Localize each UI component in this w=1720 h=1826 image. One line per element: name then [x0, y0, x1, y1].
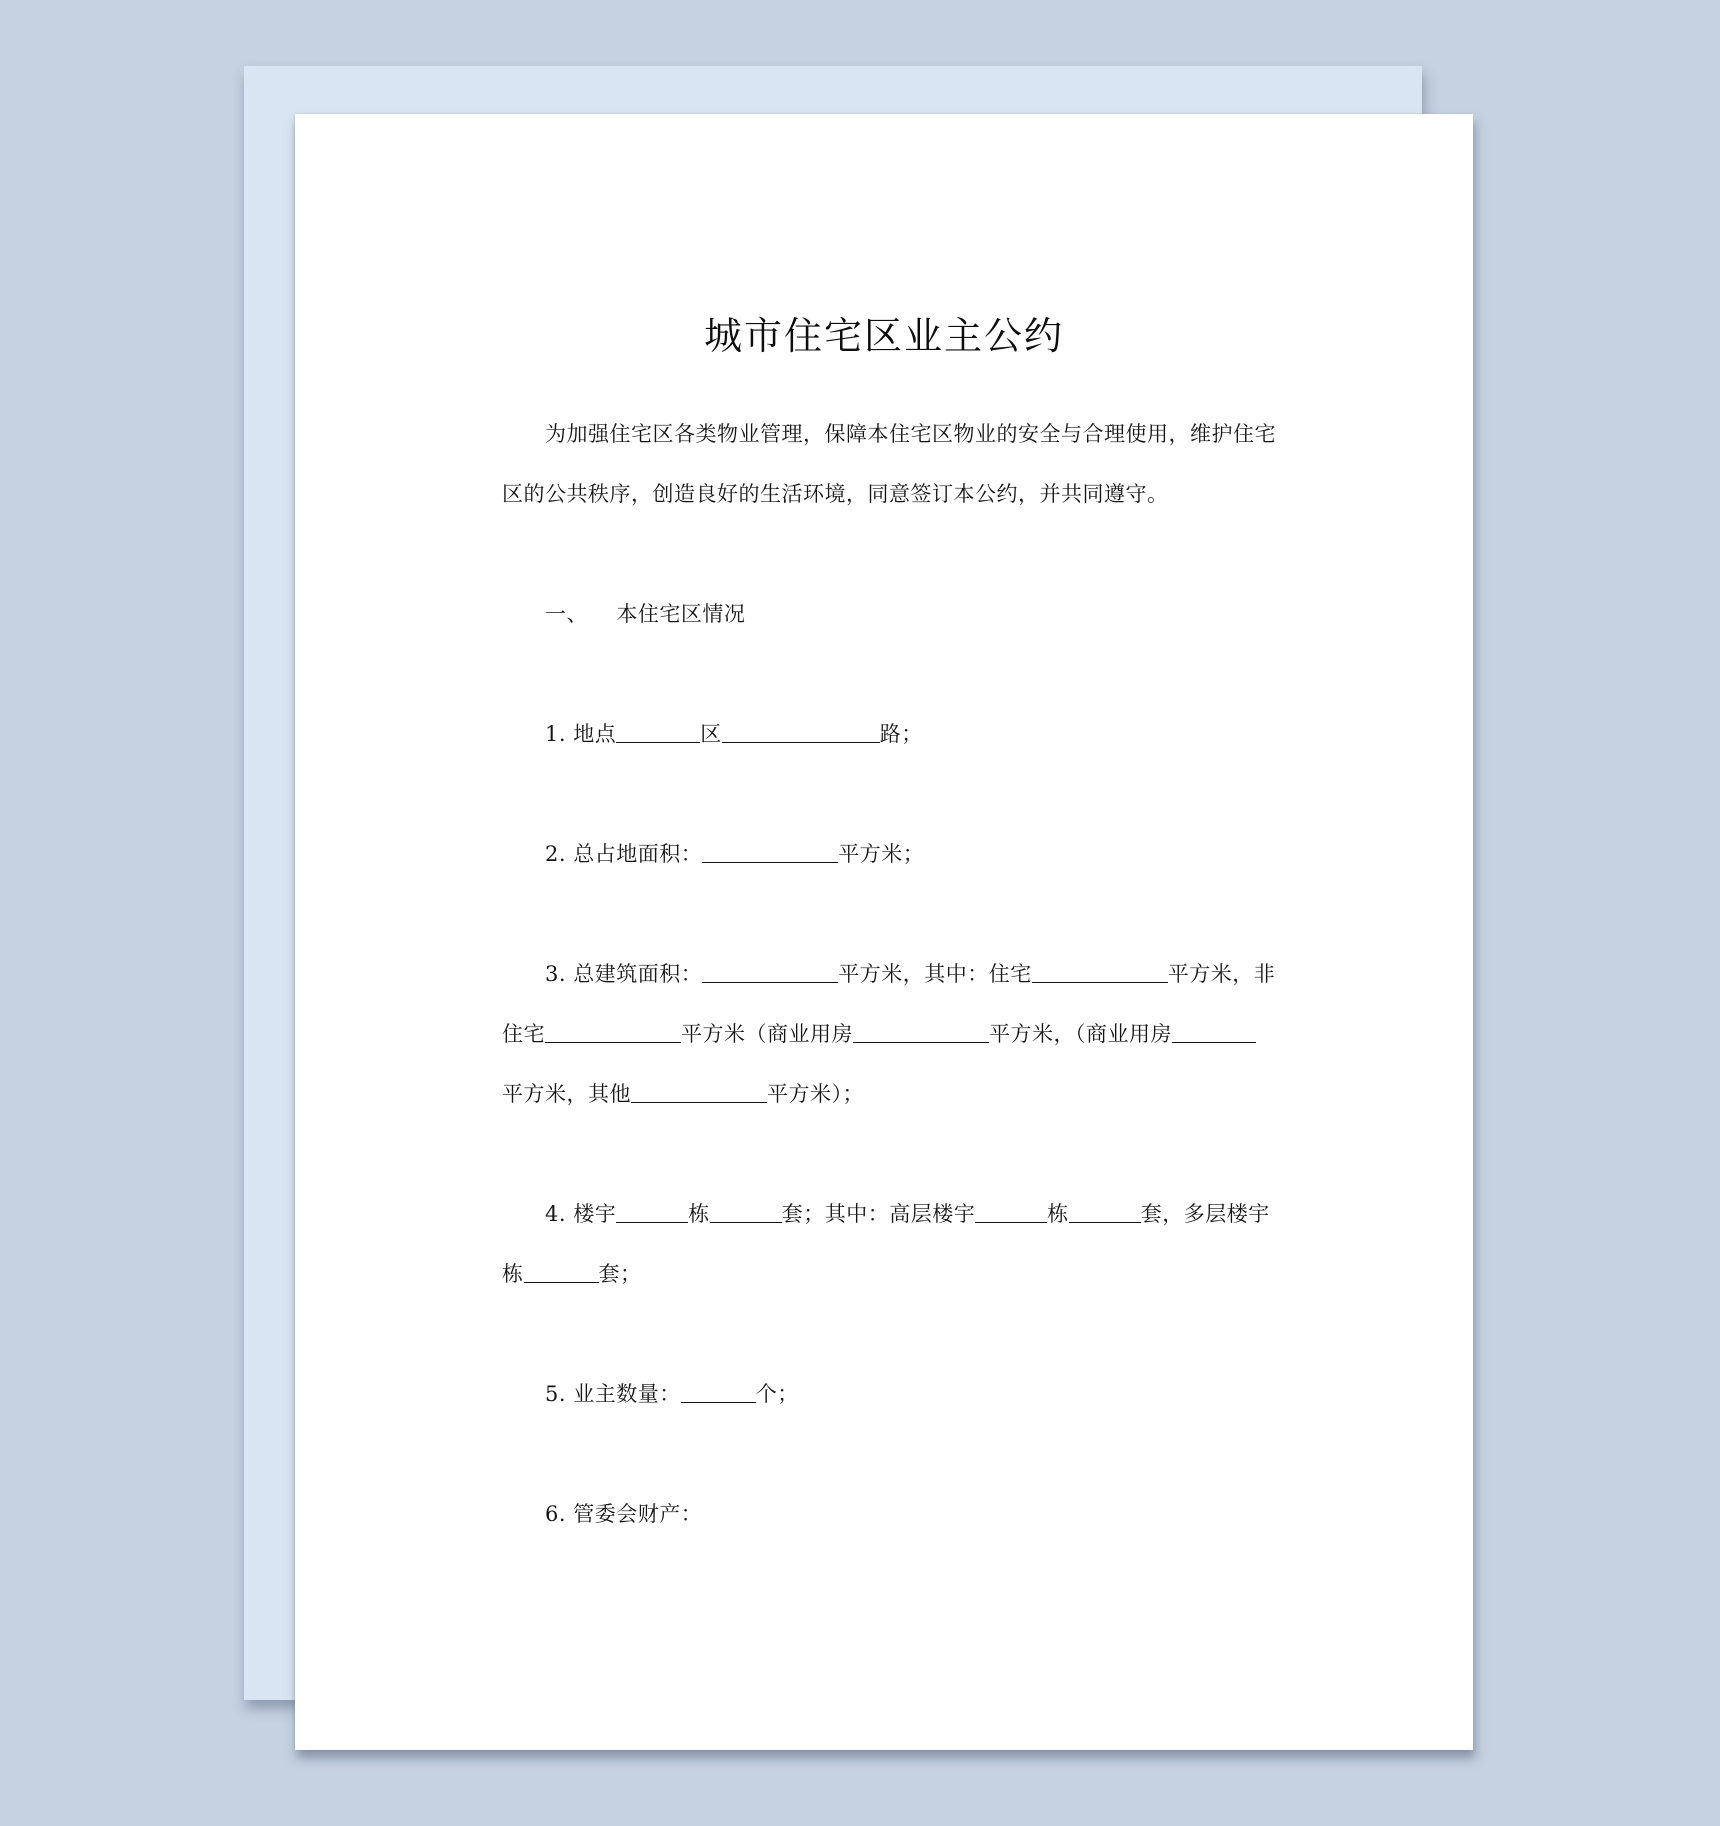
commercial-area-blank-field[interactable]: [853, 1020, 989, 1043]
other-label: 平方米，其他: [502, 1082, 631, 1106]
item-number: 5.: [545, 1382, 567, 1406]
residential-area-blank-field[interactable]: [1032, 960, 1168, 983]
document-title: 城市住宅区业主公约: [703, 314, 1064, 358]
item-3-building-area-line-2: [502, 1019, 1256, 1049]
item-4-buildings-line-1: [545, 1199, 1270, 1229]
item-label: 地点: [573, 722, 617, 746]
high-rise-units-blank-field[interactable]: [1069, 1200, 1141, 1223]
owner-count-blank-field[interactable]: [681, 1380, 756, 1403]
buildings-unit-label: 栋: [688, 1202, 710, 1226]
intro-line-1: [545, 419, 1276, 449]
item-5-owner-count: [545, 1379, 799, 1409]
section-title: 本住宅区情况: [616, 602, 746, 626]
district-label: 区: [700, 722, 722, 746]
high-rise-label: 套；其中：高层楼宇: [781, 1202, 976, 1226]
item-1-location: [545, 719, 923, 749]
item-3-building-area-line-1: [545, 959, 1275, 989]
commercial-area-2-blank-field[interactable]: [1172, 1020, 1256, 1043]
item-number: 1.: [545, 722, 567, 746]
unit-label: 平方米；: [838, 842, 925, 866]
road-blank-field[interactable]: [722, 720, 880, 743]
item-label: 总建筑面积：: [573, 962, 703, 986]
land-area-blank-field[interactable]: [702, 840, 838, 863]
item-label: 管委会财产：: [573, 1502, 703, 1526]
total-building-area-blank-field[interactable]: [702, 960, 838, 983]
section-number: 一、: [545, 602, 588, 626]
item-number: 4.: [545, 1202, 567, 1226]
item-6-committee-property: [545, 1499, 702, 1529]
non-residential-label: 平方米，非: [1167, 962, 1276, 986]
residential-label: 平方米，其中：住宅: [838, 962, 1032, 986]
commercial-label-2: 平方米，（商业用房: [989, 1022, 1172, 1046]
buildings-unit-label: 栋: [502, 1262, 524, 1286]
unit-label: 平方米）；: [767, 1082, 864, 1106]
item-number: 2.: [545, 842, 567, 866]
high-rise-buildings-blank-field[interactable]: [975, 1200, 1047, 1223]
buildings-unit-label: 栋: [1047, 1202, 1069, 1226]
item-4-buildings-line-2: [502, 1259, 642, 1289]
commercial-label: 平方米（商业用房: [681, 1022, 853, 1046]
district-blank-field[interactable]: [616, 720, 700, 743]
intro-text-2: 区的公共秩序，创造良好的生活环境，同意签订本公约，并共同遵守。: [502, 482, 1169, 506]
intro-text-1: 为加强住宅区各类物业管理，保障本住宅区物业的安全与合理使用，维护住宅: [545, 422, 1276, 446]
item-2-land-area: [545, 839, 924, 869]
units-count-blank-field[interactable]: [710, 1200, 782, 1223]
non-residential-area-blank-field[interactable]: [545, 1020, 681, 1043]
document-page: [295, 114, 1473, 1750]
item-label: 楼宇: [573, 1202, 617, 1226]
section-heading: [545, 599, 745, 629]
item-label: 总占地面积：: [573, 842, 703, 866]
residential-word: 住宅: [502, 1022, 545, 1046]
item-label: 业主数量：: [573, 1382, 681, 1406]
units-label: 套；: [598, 1262, 642, 1286]
road-label: 路；: [879, 722, 923, 746]
multi-story-units-blank-field[interactable]: [524, 1260, 599, 1283]
item-3-building-area-line-3: [502, 1079, 864, 1109]
intro-line-2: [502, 479, 1169, 509]
item-number: 6.: [545, 1502, 567, 1526]
buildings-count-blank-field[interactable]: [616, 1200, 688, 1223]
unit-label: 个；: [755, 1382, 799, 1406]
multi-story-label: 套，多层楼宇: [1140, 1202, 1270, 1226]
other-area-blank-field[interactable]: [631, 1080, 767, 1103]
item-number: 3.: [545, 962, 567, 986]
